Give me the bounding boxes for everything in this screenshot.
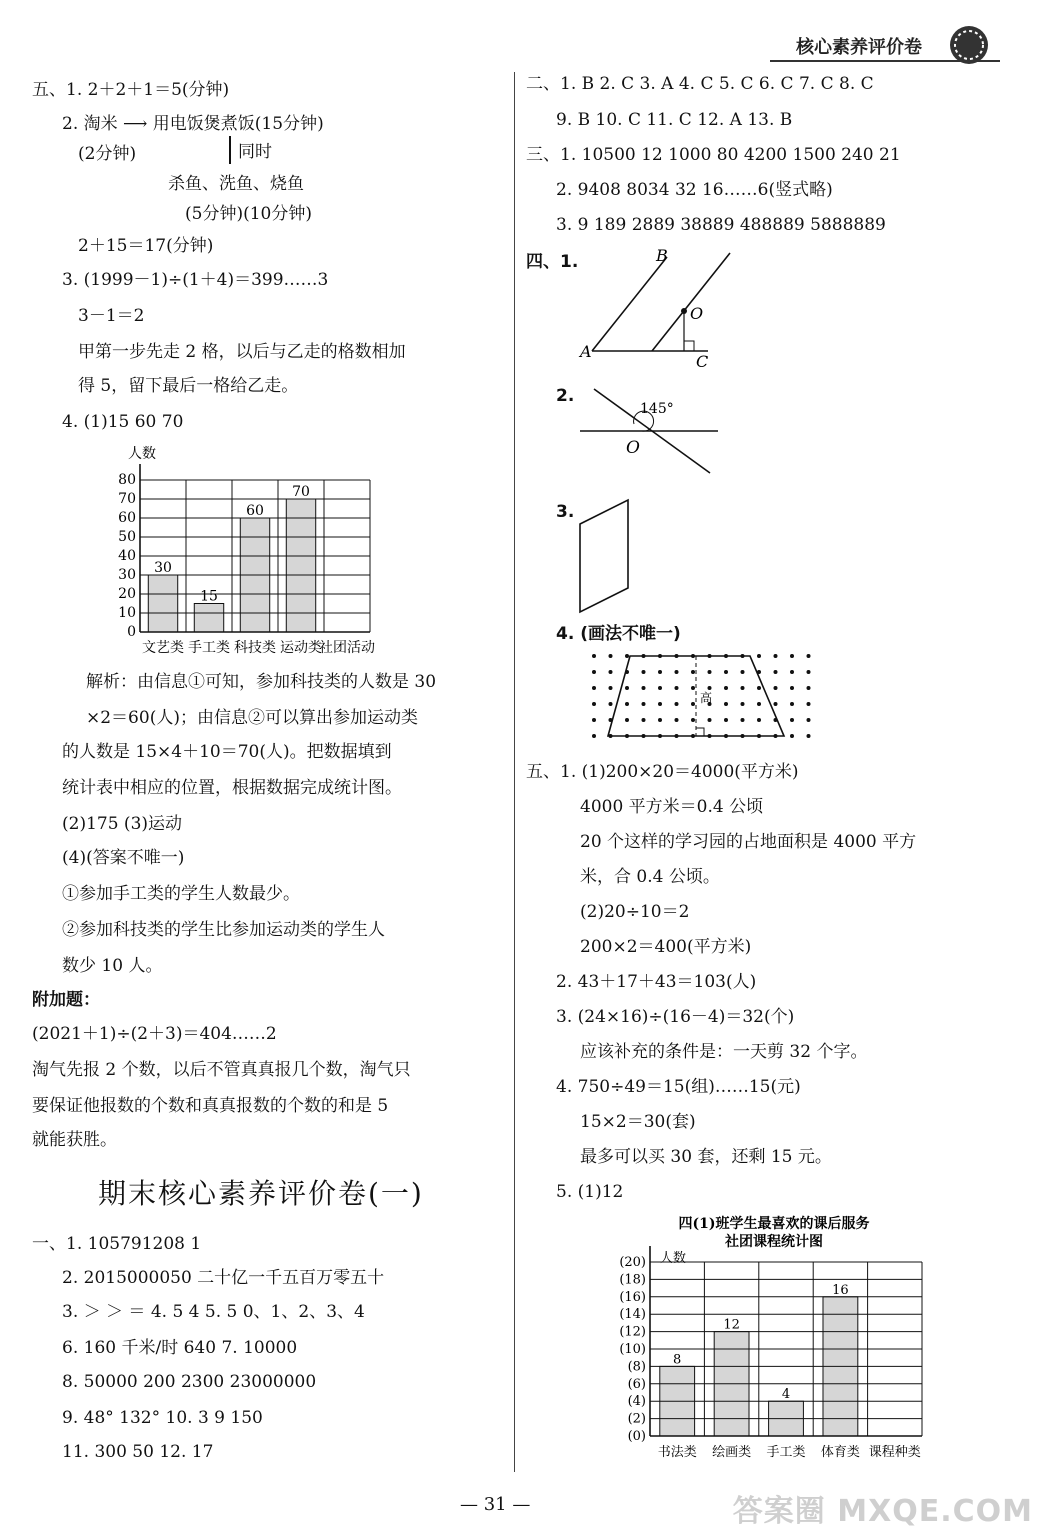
x-category-label-4: 社团活动 [319, 640, 375, 656]
grid-dot [807, 734, 811, 738]
x-category-label-0: 书法类 [657, 1445, 697, 1460]
grid-dot [675, 718, 679, 722]
grid-dot [807, 686, 811, 690]
y-tick-label-8: (16) [619, 1289, 646, 1305]
y-tick-label-8: 80 [118, 472, 136, 488]
s5-1f: 200×2＝400(平方米) [580, 937, 752, 957]
s2-row1: 二、1. B 2. C 3. A 4. C 5. C 6. C 7. C 8. C [526, 74, 874, 94]
y-tick-label-9: (18) [619, 1272, 646, 1288]
header-title: 核心素养评价卷 [796, 37, 922, 58]
angle-label: 145° [640, 401, 674, 417]
s1-6: 6. 160 千米/时 640 7. 10000 [62, 1338, 298, 1358]
s1-3: 3. ＞ ＞ ＝ 4. 5 4 5. 5 0、1、2、3、4 [62, 1302, 365, 1322]
grid-dot [741, 686, 745, 690]
x-category-label-2: 科技类 [234, 640, 276, 656]
grid-dot [691, 718, 695, 722]
grid-dot [741, 702, 745, 706]
grid-dot [741, 670, 745, 674]
y-tick-label-3: (6) [627, 1376, 646, 1392]
grid-dot [609, 686, 613, 690]
grid-dot [708, 686, 712, 690]
y-axis-label: 人数 [660, 1251, 687, 1266]
grid-dot [592, 686, 596, 690]
grid-dot [658, 670, 662, 674]
grid-dot [609, 670, 613, 674]
grid-dot [757, 654, 761, 658]
grid-dot [708, 670, 712, 674]
q5-3-b: 3－1＝2 [78, 306, 145, 326]
x-category-label-1: 手工类 [188, 640, 230, 656]
x-category-label-4: 课程种类 [868, 1445, 921, 1460]
chart-1 [100, 440, 480, 662]
grid-dot [774, 702, 778, 706]
chart-title: 四(1)班学生最喜欢的课后服务 [678, 1216, 870, 1232]
y-tick-label-2: (4) [627, 1394, 646, 1410]
y-tick-label-4: (8) [627, 1359, 646, 1375]
y-tick-label-1: 10 [118, 605, 136, 621]
s5-1d: 米，合 0.4 公顷。 [580, 867, 720, 887]
page-number: — 31 — [460, 1494, 531, 1515]
chart-2 [596, 1212, 956, 1474]
grid-dot [675, 702, 679, 706]
s5-1: 五、1. (1)200×20＝4000(平方米) [526, 762, 799, 782]
bar-value-label-2: 60 [246, 503, 264, 519]
s4-3: 3. [556, 502, 575, 522]
s3-2: 2. 9408 8034 32 16……6(竖式略) [556, 180, 833, 200]
grid-dot [724, 718, 728, 722]
y-tick-label-0: (0) [627, 1429, 646, 1444]
grid-dot [658, 702, 662, 706]
q5-2-sum: 2＋15＝17(分钟) [78, 236, 214, 256]
grid-dot [642, 718, 646, 722]
grid-dot [807, 670, 811, 674]
y-tick-label-2: 20 [118, 586, 136, 602]
y-tick-label-0: 0 [127, 624, 136, 640]
q5-2: 2. 淘米 ⟶ 用电饭煲煮饭(15分钟) [62, 114, 324, 134]
y-tick-label-7: (14) [619, 1307, 646, 1323]
x-category-label-3: 运动类 [280, 640, 322, 656]
analysis-2: ×2＝60(人)；由信息②可以算出参加运动类 [86, 708, 418, 728]
s5-5: 5. (1)12 [556, 1182, 624, 1202]
bar-value-label-3: 70 [292, 484, 310, 500]
bar-value-label-2: 4 [781, 1387, 791, 1403]
s5-2: 2. 43＋17＋43＝103(人) [556, 972, 757, 992]
y-tick-label-4: 40 [118, 548, 136, 564]
bonus-title: 附加题： [32, 990, 100, 1010]
bar-1 [194, 604, 223, 633]
q5-1: 五、1. 2＋2＋1＝5(分钟) [32, 80, 230, 100]
bar-3 [286, 499, 315, 632]
s5-4c: 最多可以买 30 套，还剩 15 元。 [580, 1147, 832, 1167]
grid-dot [625, 702, 629, 706]
grid-dot [609, 702, 613, 706]
bonus-2: 淘气先报 2 个数，以后不管真真报几个数，淘气只 [32, 1060, 411, 1080]
q5-4-4b: ②参加科技类的学生比参加运动类的学生人 [62, 920, 385, 940]
q5-3: 3. (1999－1)÷(1＋4)＝399……3 [62, 270, 329, 290]
s1-1: 一、1. 105791208 1 [32, 1234, 202, 1254]
grid-dot [774, 654, 778, 658]
analysis-4: 统计表中相应的位置，根据数据完成统计图。 [62, 778, 402, 798]
bonus-1: (2021＋1)÷(2＋3)＝404……2 [32, 1024, 277, 1044]
grid-dot [691, 670, 695, 674]
grid-dot [592, 654, 596, 658]
arrow-down-icon [229, 136, 231, 164]
grid-dot [625, 654, 629, 658]
bar-value-label-0: 30 [154, 560, 172, 576]
q5-3-d: 得 5，留下最后一格给乙走。 [78, 376, 299, 396]
grid-dot [790, 654, 794, 658]
grid-dot [609, 654, 613, 658]
header-rule [770, 60, 1000, 62]
s1-9: 9. 48° 132° 10. 3 9 150 [62, 1408, 263, 1428]
bar-value-label-1: 15 [200, 588, 218, 605]
section-title: 期末核心素养评价卷(一) [98, 1177, 424, 1210]
bar-value-label-1: 12 [723, 1317, 740, 1333]
s1-11: 11. 300 50 12. 17 [62, 1442, 214, 1462]
grid-dot [592, 718, 596, 722]
label-o: O [690, 304, 704, 323]
figure-angle-145 [576, 385, 726, 480]
grid-dot [790, 670, 794, 674]
height-label: 高 [700, 691, 713, 705]
grid-dot [757, 702, 761, 706]
grid-dot [790, 718, 794, 722]
q5-4-2: (2)175 (3)运动 [62, 814, 183, 834]
grid-dot [658, 718, 662, 722]
q5-4-4a: ①参加手工类的学生人数最少。 [62, 884, 300, 904]
q5-2-same: 同时 [238, 142, 272, 162]
grid-dot [790, 734, 794, 738]
grid-dot [807, 718, 811, 722]
grid-dot [790, 702, 794, 706]
grid-dot [774, 686, 778, 690]
q5-2-fish: 杀鱼、洗鱼、烧鱼 [168, 174, 304, 194]
x-category-label-1: 绘画类 [712, 1445, 752, 1460]
header-badge [770, 30, 1000, 60]
s4-1: 四、1. [526, 252, 579, 272]
grid-dot [807, 654, 811, 658]
s5-1c: 20 个这样的学习园的占地面积是 4000 平方 [580, 832, 917, 852]
q5-4-4: (4)(答案不唯一) [62, 848, 185, 868]
y-tick-label-10: (20) [619, 1255, 646, 1270]
q5-4-4c: 数少 10 人。 [62, 956, 163, 976]
grid-dot [691, 686, 695, 690]
s4-2: 2. [556, 386, 575, 406]
s5-1e: (2)20÷10＝2 [580, 902, 690, 922]
grid-dot [625, 686, 629, 690]
s2-row2: 9. B 10. C 11. C 12. A 13. B [556, 110, 793, 130]
grid-dot [757, 718, 761, 722]
figure-angle-parallel [570, 245, 750, 375]
y-tick-label-6: 60 [118, 510, 136, 526]
grid-dot [642, 670, 646, 674]
grid-dot [675, 686, 679, 690]
grid-dot [592, 734, 596, 738]
y-tick-label-5: (10) [619, 1342, 646, 1357]
y-tick-label-7: 70 [118, 491, 136, 507]
s1-2: 2. 2015000050 二十亿一千五百万零五十 [62, 1268, 385, 1288]
y-tick-label-6: (12) [619, 1324, 646, 1340]
s3-3: 3. 9 189 2889 38889 488889 5888889 [556, 215, 886, 235]
grid-dot [658, 686, 662, 690]
s4-4: 4. (画法不唯一) [556, 624, 681, 644]
label-b: B [656, 246, 668, 265]
grid-dot [807, 702, 811, 706]
analysis-3: 的人数是 15×4＋10＝70(人)。把数据填到 [62, 742, 392, 762]
bar-0 [148, 575, 177, 632]
grid-dot [774, 670, 778, 674]
q5-2-fish-time: (5分钟)(10分钟) [185, 204, 312, 224]
y-tick-label-5: 50 [118, 529, 136, 545]
s5-1b: 4000 平方米＝0.4 公顷 [580, 797, 764, 817]
grid-dot [741, 718, 745, 722]
grid-dot [790, 686, 794, 690]
grid-dot [724, 686, 728, 690]
q5-2-time: (2分钟) [78, 144, 137, 164]
grid-dot [592, 670, 596, 674]
figure-parallelogram [574, 496, 634, 616]
grid-dot [642, 686, 646, 690]
grid-dot [724, 702, 728, 706]
s5-3b: 应该补充的条件是：一天剪 32 个字。 [580, 1042, 868, 1062]
s5-4b: 15×2＝30(套) [580, 1112, 696, 1132]
bonus-4: 就能获胜。 [32, 1130, 117, 1150]
q5-4: 4. (1)15 60 70 [62, 412, 184, 432]
grid-dot [757, 686, 761, 690]
y-tick-label-3: 30 [118, 567, 136, 583]
column-divider [514, 72, 515, 1472]
watermark: 答案圈 MXQE.COM [732, 1494, 1033, 1529]
figure-trapezoid-grid [586, 648, 816, 748]
analysis-1: 解析：由信息①可知，参加科技类的人数是 30 [86, 672, 437, 692]
grid-dot [592, 702, 596, 706]
bar-value-label-0: 8 [673, 1352, 682, 1368]
bonus-3: 要保证他报数的个数和真真报数的个数的和是 5 [32, 1096, 389, 1116]
label-c: C [696, 352, 709, 371]
bar-value-label-3: 16 [832, 1282, 849, 1298]
chart-subtitle: 社团课程统计图 [725, 1234, 823, 1250]
s1-8: 8. 50000 200 2300 23000000 [62, 1372, 317, 1392]
grid-dot [691, 702, 695, 706]
x-category-label-3: 体育类 [820, 1445, 860, 1460]
y-axis-label: 人数 [128, 446, 156, 462]
label-o2: O [626, 438, 640, 458]
grid-dot [642, 702, 646, 706]
s5-4: 4. 750÷49＝15(组)……15(元) [556, 1077, 801, 1097]
label-a: A [580, 342, 592, 361]
grid-dot [708, 718, 712, 722]
x-category-label-0: 文艺类 [142, 640, 184, 656]
x-category-label-2: 手工类 [766, 1445, 806, 1460]
grid-dot [625, 718, 629, 722]
s3-1: 三、1. 10500 12 1000 80 4200 1500 240 21 [526, 145, 901, 165]
s5-3: 3. (24×16)÷(16－4)＝32(个) [556, 1007, 795, 1027]
grid-dot [724, 670, 728, 674]
grid-dot [675, 670, 679, 674]
y-tick-label-1: (2) [627, 1411, 646, 1427]
q5-3-c: 甲第一步先走 2 格，以后与乙走的格数相加 [78, 342, 406, 362]
